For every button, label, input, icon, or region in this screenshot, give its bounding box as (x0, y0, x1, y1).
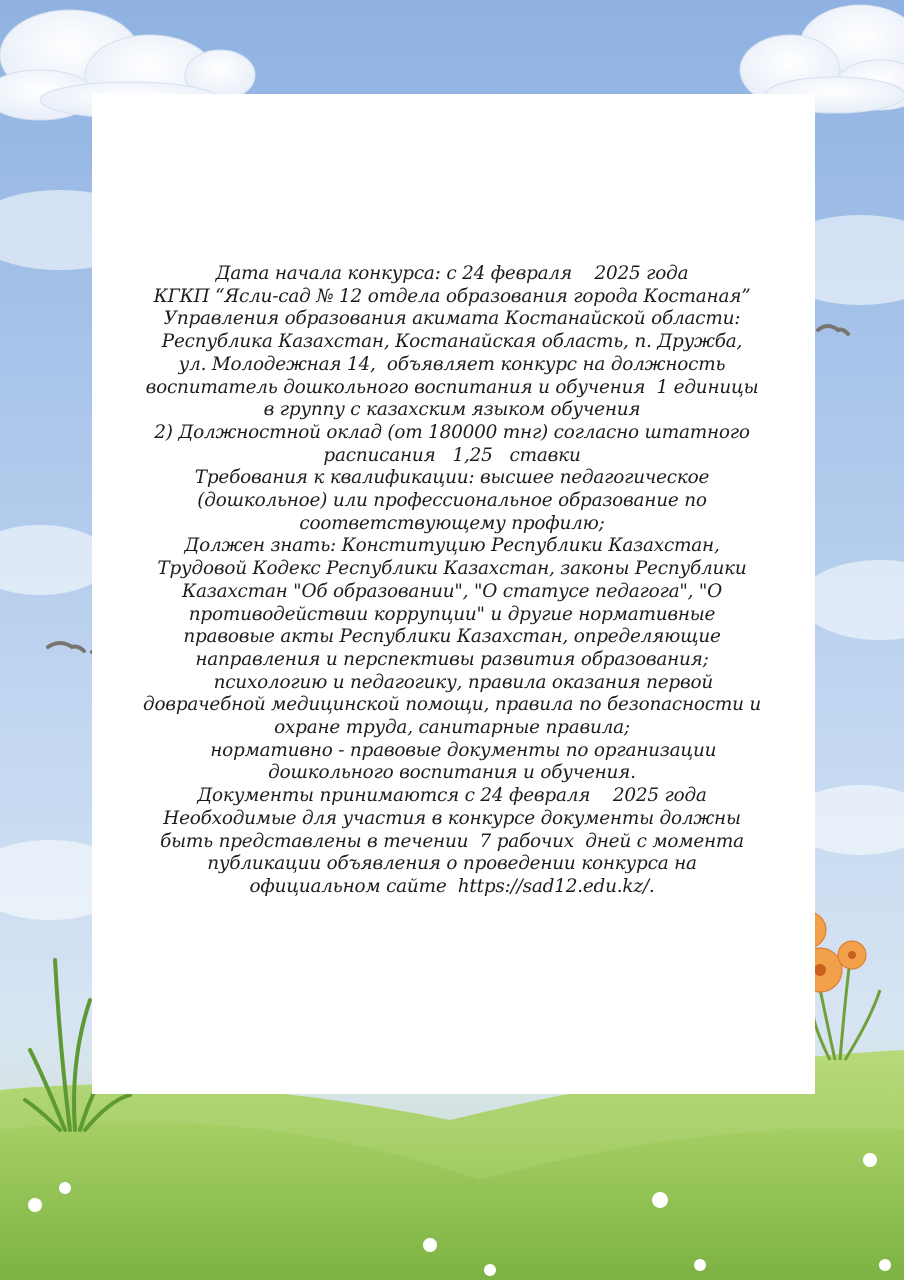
announcement-line: (дошкольное) или профессиональное образование по (197, 490, 707, 512)
announcement-line: противодействии коррупции" и другие нормативные (188, 603, 716, 625)
announcement-line: психологию и педагогику, правила оказания первой (190, 671, 714, 693)
announcement-line: Требования к квалификации: высшее педагогическое (194, 467, 710, 489)
announcement-line: 2) Должностной оклад (от 180000 тнг) согласно штатного (154, 421, 750, 443)
announcement-line: КГКП “Ясли-сад № 12 отдела образования города Костаная” (153, 285, 751, 307)
announcement-line: дошкольного воспитания и обучения. (268, 762, 636, 784)
announcement-line: Трудовой Кодекс Республики Казахстан, законы Республики (157, 558, 747, 580)
announcement-line: публикации объявления о проведении конкурса на (207, 853, 697, 875)
announcement-line: Управления образования акимата Костанайской области: (163, 308, 741, 330)
announcement-line: соответствующему профилю; (299, 512, 605, 534)
announcement-line: доврачебной медицинской помощи, правила по безопасности и (142, 694, 762, 716)
announcement-line: быть представлены в течении 7 рабочих дней с момента (160, 830, 744, 852)
announcement-line: правовые акты Республики Казахстан, определяющие (183, 626, 721, 648)
announcement-text (100, 263, 804, 899)
announcement-line: Дата начала конкурса: с 24 февраля 2025 года (215, 263, 689, 284)
announcement-line: нормативно - правовые документы по организации (187, 739, 717, 761)
announcement-line: Казахстан "Об образовании", "О статусе педагога", "О (181, 580, 723, 602)
announcement-line: Должен знать: Конституцию Республики Казахстан, (184, 535, 720, 557)
announcement-line: ул. Молодежная 14, объявляет конкурс на должность (178, 353, 726, 375)
announcement-line: официальном сайте https://sad12.edu.kz/. (249, 875, 655, 897)
announcement-line: Документы принимаются с 24 февраля 2025 года (197, 785, 707, 807)
announcement-line: направления и перспективы развития образования; (195, 648, 709, 670)
announcement-line: охране труда, санитарные правила; (274, 717, 630, 739)
announcement-line: воспитатель дошкольного воспитания и обучения 1 единицы (145, 376, 759, 398)
announcement-line: Республика Казахстан, Костанайская область, п. Дружба, (161, 331, 743, 353)
announcement-line: Необходимые для участия в конкурсе документы должны (163, 807, 741, 829)
announcement-line: в группу с казахским языком обучения (263, 399, 641, 421)
announcement-line: расписания 1,25 ставки (323, 444, 581, 466)
